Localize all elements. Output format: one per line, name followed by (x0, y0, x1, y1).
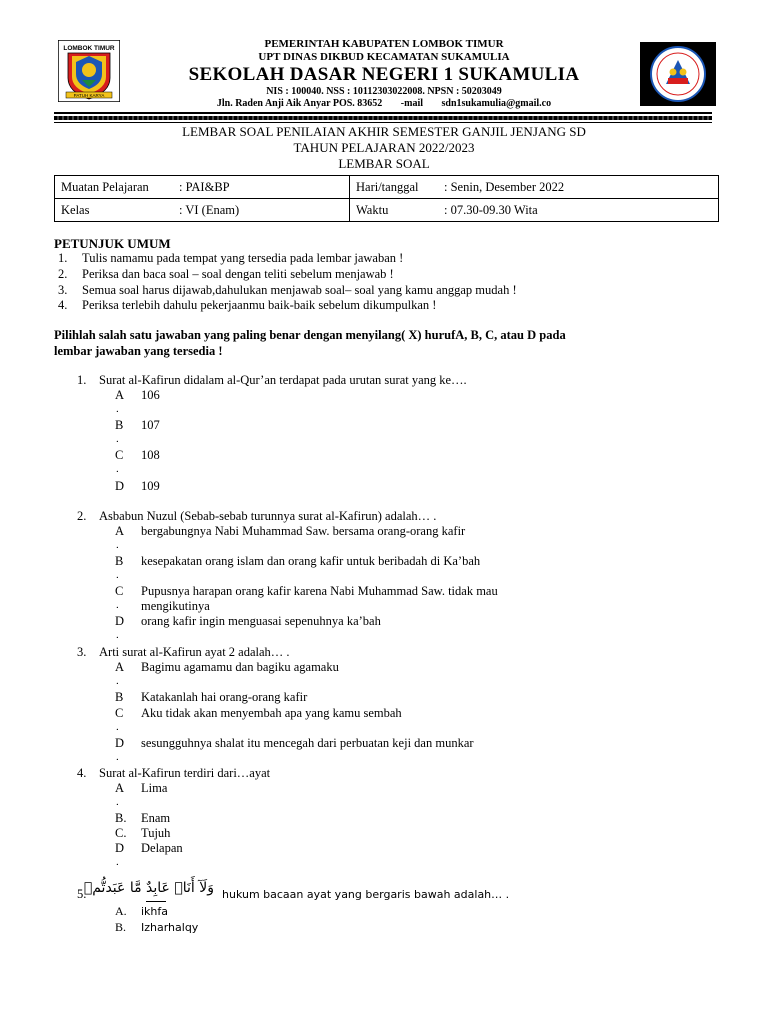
option-text: Izharhalqy (141, 921, 199, 934)
date-label: Hari/tanggal (356, 179, 419, 194)
option-letter: B (115, 690, 124, 704)
header-government: PEMERINTAH KABUPATEN LOMBOK TIMUR (264, 38, 504, 50)
subject-value: : PAI&BP (179, 179, 230, 194)
option-text: Lima (141, 781, 168, 795)
info-row (55, 199, 719, 222)
time-label: Waktu (356, 202, 389, 217)
option-letter: B (115, 418, 124, 432)
option-letter: A (115, 660, 125, 674)
option-text: Aku tidak akan menyembah apa yang kamu sembah (141, 706, 402, 720)
question-text: Surat al-Kafirun didalam al-Qur’an terdapat pada urutan surat yang ke…. (99, 373, 467, 387)
option-letter: D (115, 479, 125, 493)
option-letter: D (115, 736, 125, 750)
option-text: kesepakatan orang islam dan orang kafir untuk beribadah di Ka’bah (141, 554, 481, 568)
header-agency: UPT DINAS DIKBUD KECAMATAN SUKAMULIA (258, 51, 510, 63)
question-number: 3. (77, 645, 87, 659)
option-letter: D (115, 614, 125, 628)
option-dot: . (116, 433, 119, 445)
option-dot: . (116, 463, 119, 475)
option-letter: C (115, 584, 124, 598)
option-letter: A (115, 781, 125, 795)
info-row (55, 176, 719, 199)
class-value: : VI (Enam) (179, 202, 240, 217)
option-text-continued: mengikutinya (141, 599, 210, 613)
instruction-number: 2. (58, 267, 68, 281)
instruction-item: Tulis namamu pada tempat yang tersedia pada lembar jawaban ! (82, 251, 404, 265)
option-letter: A (115, 524, 125, 538)
instruction-item: Periksa terlebih dahulu pekerjaanmu baik-baik sebelum dikumpulkan ! (82, 298, 437, 312)
question-text: hukum bacaan ayat yang bergaris bawah adalah… . (222, 888, 510, 901)
instructions-heading: PETUNJUK UMUM (54, 236, 171, 251)
question-number: 2. (77, 509, 87, 523)
option-letter: C (115, 448, 124, 462)
class-cell (55, 199, 350, 222)
answer-instruction-line1: Pilihlah salah satu jawaban yang paling benar dengan menyilang( X) hurufA, B, C, atau D pada (54, 328, 566, 342)
academic-year: TAHUN PELAJARAN 2022/2023 (293, 140, 475, 155)
logo-left-caption: LOMBOK TIMUR (63, 45, 115, 52)
email-label: -mail (400, 98, 424, 109)
logo-left-motto: PATUH KARYA (73, 93, 105, 98)
option-dot: . (116, 599, 119, 611)
option-text: orang kafir ingin menguasai sepenuhnya ka’bah (141, 614, 381, 628)
class-label: Kelas (61, 202, 90, 217)
option-letter: B. (115, 920, 127, 934)
school-ids: NIS : 100040. NSS : 10112303022008. NPSN : 50203049 (266, 86, 502, 97)
option-text: 106 (141, 388, 160, 402)
option-text: ikhfa (141, 905, 169, 918)
option-dot: . (116, 721, 119, 733)
option-letter: A (115, 388, 125, 402)
option-letter: C. (115, 826, 127, 840)
option-dot: . (116, 796, 119, 808)
question-text: Asbabun Nuzul (Sebab-sebab turunnya surat al-Kafirun) adalah… . (99, 509, 437, 523)
option-text: Enam (141, 811, 171, 825)
option-text: Tujuh (141, 826, 171, 840)
arabic-verse: وَلَآ أَنَا۠ عَابِدٌ مَّا عَبَدتُّمۡ (83, 880, 214, 896)
date-cell (350, 176, 719, 199)
question-text: Arti surat al-Kafirun ayat 2 adalah… . (99, 645, 290, 659)
exam-title: LEMBAR SOAL PENILAIAN AKHIR SEMESTER GANJIL JENJANG SD (182, 124, 586, 139)
option-text: bergabungnya Nabi Muhammad Saw. bersama orang-orang kafir (141, 524, 466, 538)
option-text: 107 (141, 418, 160, 432)
header-divider (54, 112, 712, 114)
header-divider-pattern (54, 116, 712, 120)
question-number: 1. (77, 373, 87, 387)
subject-label: Muatan Pelajaran (61, 179, 149, 194)
option-dot: . (116, 539, 119, 551)
subject-cell (55, 176, 350, 199)
sheet-title: LEMBAR SOAL (338, 156, 430, 171)
answer-instruction-line2: lembar jawaban yang tersedia ! (54, 344, 223, 358)
school-address-line (0, 98, 768, 109)
header-divider-thin (54, 122, 712, 123)
option-letter: C (115, 706, 124, 720)
option-text: Pupusnya harapan orang kafir karena Nabi Muhammad Saw. tidak mau (141, 584, 498, 598)
time-value: : 07.30-09.30 Wita (444, 202, 538, 217)
instruction-item: Periksa dan baca soal – soal dengan teliti sebelum menjawab ! (82, 267, 394, 281)
school-address: Jln. Raden Anji Aik Anyar POS. 83652 (216, 98, 383, 109)
option-letter: D (115, 841, 125, 855)
exam-info-table (54, 175, 719, 222)
option-dot: . (116, 569, 119, 581)
instruction-number: 4. (58, 298, 68, 312)
question-number: 4. (77, 766, 87, 780)
school-email: sdn1sukamulia@gmail.co (441, 98, 552, 109)
option-dot: . (116, 751, 119, 763)
time-cell (350, 199, 719, 222)
option-text: Katakanlah hai orang-orang kafir (141, 690, 308, 704)
option-text: sesungguhnya shalat itu mencegah dari perbuatan keji dan munkar (141, 736, 474, 750)
school-name: SEKOLAH DASAR NEGERI 1 SUKAMULIA (188, 64, 580, 85)
option-text: Bagimu agamamu dan bagiku agamaku (141, 660, 339, 674)
question-text: Surat al-Kafirun terdiri dari…ayat (99, 766, 271, 780)
option-text: 109 (141, 479, 160, 493)
option-letter: B. (115, 811, 127, 825)
verse-underline (146, 901, 166, 902)
option-letter: B (115, 554, 124, 568)
question-number: 5. (77, 887, 87, 901)
option-dot: . (116, 675, 119, 687)
date-value: : Senin, Desember 2022 (444, 179, 565, 194)
option-dot: . (116, 403, 119, 415)
instruction-number: 3. (58, 283, 68, 297)
option-text: Delapan (141, 841, 183, 855)
option-dot: . (116, 856, 119, 868)
instruction-number: 1. (58, 251, 68, 265)
option-letter: A. (115, 904, 127, 918)
instruction-item: Semua soal harus dijawab,dahulukan menjawab soal– soal yang kamu anggap mudah ! (82, 283, 517, 297)
option-dot: . (116, 629, 119, 641)
option-text: 108 (141, 448, 160, 462)
